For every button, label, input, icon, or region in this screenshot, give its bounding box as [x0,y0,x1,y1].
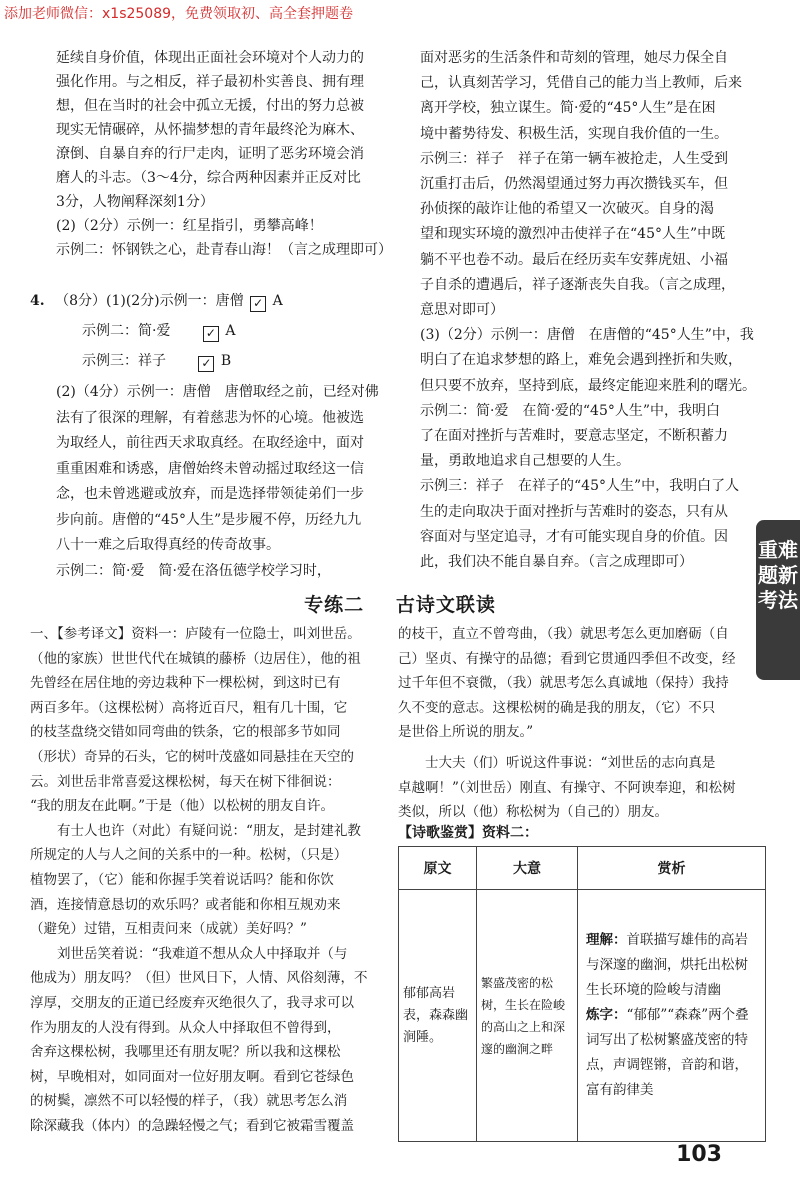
text-line: 步向前。唐僧的“45°人生”是步履不停，历经九九 [56,511,362,528]
q4-letter: B [220,353,232,369]
cell-analysis [578,890,766,1142]
translation-line: 过千年但不衰微，（我）就思考怎么真诚地（保持）我持 [398,675,729,692]
column-header: 原文 [399,847,477,890]
translation-line: 的枝茎盘绕交错如同弯曲的铁条，它的根部多节如同 [30,724,341,741]
side-tab [756,520,800,680]
text-line: 磨人的斗志。（3～4分，综合两种因素并正反对比 [56,170,361,186]
column-header: 大意 [477,847,578,890]
translation-line: 除深藏我（体内）的急躁轻慢之气；看到它被霜雪覆盖 [30,1117,354,1134]
poem-heading: 【诗歌鉴赏】资料二： [398,825,538,841]
translation-left [30,622,394,1138]
translation-line: 云。刘世岳非常喜爱这棵松树，每天在树下徘徊说： [30,773,341,790]
q4-letter: A [272,293,283,309]
translation-line: 己）坚贞、有操守的品德；看到它贯通四季但不改变，经 [398,650,736,667]
text-line: 容面对与坚定追寻，才有可能实现自身的价值。因 [420,528,728,545]
cell-meaning: 繁盛茂密的松树，生长在险峻的高山之上和深邃的幽涧之畔 [477,890,578,1142]
translation-line: 士大夫（们）听说这件事说：“刘世岳的志向真是 [425,754,716,771]
translation-line: 作为朋友的人没有得到。从众人中择取但不曾得到， [30,1019,341,1036]
translation-line: 类似，所以（他）称松树为（自己的）朋友。 [398,804,668,821]
left-column-bottom [56,380,394,584]
translation-line: 舍弃这棵松树，我哪里还有朋友呢？所以我和这棵松 [30,1044,341,1061]
translation-line: 卓越啊！”（刘世岳）刚直、有操守、不阿谀奉迎，和松树 [398,779,736,796]
table-row [399,890,766,1142]
cell-original: 郁郁高岩表，森森幽涧陲。 [399,890,477,1142]
question-number: 4. [30,293,45,309]
question-4 [30,286,394,376]
text-line: 己，认真刻苦学习，凭借自己的能力当上教师，后来 [420,75,742,92]
checkbox-icon: ✓ [203,326,219,342]
text-line: 示例二：怀钢铁之心，赴青春山海！（言之成理即可） [56,242,392,258]
q4-text: 示例三：祥子 [82,353,166,369]
text-line: 子自杀的遭遇后，祥子逐渐丧失自我。（言之成理， [420,276,735,293]
text-line: 意思对即可） [420,302,504,319]
translation-line: 刘世岳笑着说：“我难道不想从众人中择取并（与 [57,945,348,962]
analysis-label: 炼字： [586,1007,627,1023]
text-line: 现实无情碾碎，从怀揣梦想的青年最终沦为麻木、 [56,122,364,138]
text-line: 孙侦探的敲诈让他的希望又一次破灭。自身的渴 [420,201,714,218]
translation-line: 久不变的意志。这棵松树的确是我的朋友，（它）不只 [398,699,716,716]
section-title [0,590,800,617]
text-line: (2)（4分）示例一：唐僧 唐僧取经之前，已经对佛 [56,384,379,400]
text-line: 示例三：祥子 在祥子的“45°人生”中，我明白了人 [420,478,740,495]
translation-line: 的枝干，直立不曾弯曲，（我）就思考怎么更加磨砺（自 [398,626,729,642]
translation-line: （他的家族）世世代代在城镇的藤桥（边居住），他的祖 [30,650,361,667]
q4-text: 示例二：简·爱 [82,323,171,339]
text-line: 法有了很深的理解，有着慈悲为怀的心境。他被选 [56,409,364,426]
text-line: 沉重打击后，仍然渴望通过努力再次攒钱买车，但 [420,176,728,193]
text-line: 八十一难之后取得真经的传奇故事。 [56,537,280,553]
translation-line: 一、【参考译文】资料一：庐陵有一位隐士，叫刘世岳。 [30,626,361,642]
text-line: 了在面对挫折与苦难时，要意志坚定，不断积蓄力 [420,428,728,445]
section-label: 专练二 [304,594,365,616]
translation-line: （形状）奇异的石头，它的树叶茂盛如同悬挂在天空的 [30,748,354,765]
translation-line: 他成为）朋友吗？（但）世风日下，人情、风俗刻薄，不 [30,970,368,987]
translation-line: “我的朋友在此啊。”于是（他）以松树的朋友自许。 [30,798,335,815]
checkbox-icon: ✓ [250,296,266,312]
section-name: 古诗文联读 [395,594,496,616]
text-line: (2)（2分）示例一：红星指引，勇攀高峰！ [56,218,323,234]
translation-line: 酒，连接情意恳切的欢乐吗？或者能和你相互规劝来 [30,896,341,913]
page-number: 103 [676,1142,722,1167]
side-tab-label: 重难题新考法 [758,538,798,612]
text-line: 此，我们决不能自暴自弃。（言之成理即可） [420,554,693,571]
translation-line: 有士人也许（对此）有疑问说：“朋友，是封建礼教 [57,822,361,839]
text-line: 念，也未曾逃避或放弃，而是选择带领徒弟们一步 [56,486,364,502]
text-line: 躺不平也卷不动。最后在经历卖车安葬虎妞、小福 [420,251,728,268]
translation-line: 淳厚，交朋友的正道已经废弃灭绝很久了，我寻求可以 [30,994,354,1011]
q4-line-2 [30,316,394,346]
watermark: 添加老师微信：x1s25089，免费领取初、高全套押题卷 [4,6,354,22]
text-line: 离开学校，独立谋生。简·爱的“45°人生”是在困 [420,100,716,117]
translation-line: 先曾经在居住地的旁边栽种下一棵松树，到这时已有 [30,675,341,692]
analysis-label: 理解： [586,932,627,948]
translation-line: 所规定的人与人之间的关系中的一种。松树，（只是） [30,847,348,864]
analysis-text: 首联描写雄伟的高岩与深邃的幽涧，烘托出松树生长环境的险峻与清幽 [586,932,748,998]
text-line: 量，勇敢地追求自己想要的人生。 [420,453,630,470]
text-line: 明白了在追求梦想的路上，难免会遇到挫折和失败， [420,352,742,369]
text-line: 为取经人，前往西天求取真经。在取经途中，面对 [56,435,364,451]
translation-line: 的树鬓，凛然不可以轻慢的样子，（我）就思考怎么消 [30,1093,348,1110]
translation-line: 树，早晚相对，如同面对一位好朋友啊。看到它苍绿色 [30,1068,354,1085]
text-line: 3分，人物阐释深刻1分） [56,194,214,210]
column-header: 赏析 [578,847,766,890]
text-line: 重重困难和诱惑，唐僧始终未曾动摇过取经这一信 [56,460,364,477]
text-line: (3)（2分）示例一：唐僧 在唐僧的“45°人生”中，我 [420,327,754,344]
text-line: 境中蓄势待发、积极生活，实现自我价值的一生。 [420,125,728,142]
translation-right [398,622,770,825]
text-line: 但只要不放弃，坚持到底，最终定能迎来胜利的曙光。 [420,377,756,394]
q4-line-3 [30,346,394,376]
translation-line: 是世俗上所说的朋友。” [398,724,534,741]
text-line: 潦倒、自暴自弃的行尸走肉，证明了恶劣环境会消 [56,146,364,162]
q4-letter: A [225,323,236,339]
text-line: 示例二：简·爱 在简·爱的“45°人生”中，我明白 [420,402,721,419]
text-line: 示例二：简·爱 简·爱在洛伍德学校学习时， [56,562,331,579]
q4-line-1 [30,286,394,316]
checkbox-icon: ✓ [198,356,214,372]
translation-line: 植物罢了，（它）能和你握手笑着说话吗？能和你饮 [30,871,334,888]
left-column-top [56,46,394,262]
analysis-text: “郁郁”“森森”两个叠词写出了松树繁盛茂密的特点，声调铿锵，音韵和谐，富有韵律美 [586,1007,749,1098]
text-line: 强化作用。与之相反，祥子最初朴实善良、拥有理 [56,74,364,90]
translation-line: （避免）过错，互相责问来（成就）美好吗？” [30,921,307,938]
translation-line: 两百多年。（这棵松树）高将近百尺，粗有几十围，它 [30,699,348,716]
text-line: 面对恶劣的生活条件和苛刻的管理，她尽力保全自 [420,50,728,66]
text-line: 生的走向取决于面对挫折与苦难时的姿态，只有从 [420,503,728,520]
text-line: 示例三：祥子 祥子在第一辆车被抢走，人生受到 [420,150,728,167]
text-line: 想，但在当时的社会中孤立无援，付出的努力总被 [56,98,364,114]
right-column-top [420,46,758,575]
text-line: 望和现实环境的激烈冲击使祥子在“45°人生”中既 [420,226,726,243]
text-line: 延续自身价值，体现出正面社会环境对个人动力的 [56,50,364,66]
table-header-row [399,847,766,890]
q4-text: （8分）(1)(2分)示例一：唐僧 [55,293,244,309]
poem-table [398,846,766,1142]
